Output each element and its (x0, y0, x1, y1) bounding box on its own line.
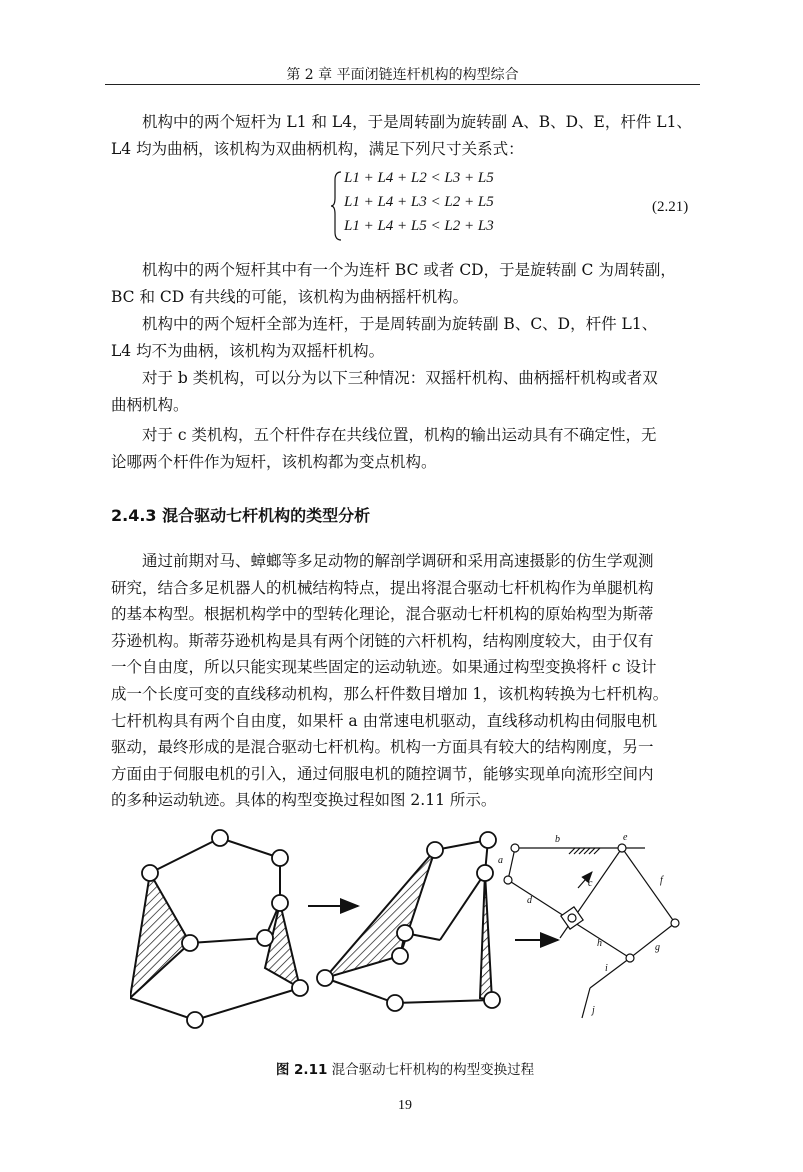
label-h: h (597, 938, 602, 949)
paragraph-3 (111, 311, 699, 364)
running-header: 第 2 章 平面闭链连杆机构的构型综合 (286, 67, 519, 83)
figure-caption-text: 混合驱动七杆机构的构型变换过程 (331, 1062, 535, 1078)
paragraph-line: 对于 c 类机构，五个杆件存在共线位置，机构的输出运动具有不确定性，无 (142, 426, 657, 444)
equation-row: L1 + L4 + L2 < L3 + L5 (344, 170, 494, 186)
paragraph-line: 驱动，最终形成的是混合驱动七杆机构。机构一方面具有较大的结构刚度，另一 (111, 738, 654, 757)
paragraph-line: 七杆机构具有两个自由度，如果杆 a 由常速电机驱动，直线移动机构由伺服电机 (111, 711, 658, 730)
paragraph-line: 方面由于伺服电机的引入，通过伺服电机的随控调节，能够实现单向流形空间内 (111, 764, 654, 783)
ternary-link-left (130, 873, 190, 998)
equation-brace (330, 170, 342, 242)
slender-link-right (480, 873, 492, 1000)
paragraph-line: 机构中的两个短杆全部为连杆，于是周转副为旋转副 B、C、D，杆件 L1、 (142, 315, 658, 333)
label-f: f (660, 875, 663, 886)
page-number: 19 (398, 1098, 412, 1113)
stephenson-linkage-diagram (130, 830, 308, 1028)
paragraph-line: 对于 b 类机构，可以分为以下三种情况：双摇杆机构、曲柄摇杆机构或者双 (142, 369, 658, 387)
paragraph-line: 的多种运动轨迹。具体的构型变换过程如图 2.11 所示。 (111, 791, 497, 810)
label-j: j (592, 1005, 595, 1016)
paragraph-line: 芬逊机构。斯蒂芬逊机构是具有两个闭链的六杆机构，结构刚度较大，由于仅有 (111, 631, 654, 650)
paragraph-line: 机构中的两个短杆其中有一个为连杆 BC 或者 CD，于是旋转副 C 为周转副， (142, 261, 676, 279)
label-d: d (527, 895, 532, 906)
paragraph-line: 的基本构型。根据机构学中的型转化理论，混合驱动七杆机构的原始构型为斯蒂 (111, 605, 654, 624)
equation-number: (2.21) (652, 199, 689, 215)
label-a: a (498, 855, 503, 866)
paragraph-line: L4 均为曲柄，该机构为双曲柄机构，满足下列尺寸关系式： (111, 139, 524, 158)
paragraph-6 (111, 548, 699, 814)
paragraph-4 (111, 365, 699, 418)
paragraph-line: L4 均不为曲柄，该机构为双摇杆机构。 (111, 341, 385, 360)
paragraph-1 (111, 109, 699, 162)
ternary-link-right (265, 903, 300, 988)
paragraph-line: 机构中的两个短杆为 L1 和 L4，于是周转副为旋转副 A、B、D、E，杆件 L1、 (142, 113, 692, 131)
paragraph-line: 曲柄机构。 (111, 395, 189, 414)
ground-hatching (569, 848, 600, 854)
figure-caption (111, 1058, 699, 1078)
slender-link-left (325, 850, 435, 978)
paragraph-line: 通过前期对马、蟑螂等多足动物的解剖学调研和采用高速摄影的仿生学观测 (142, 552, 654, 570)
section-heading: 2.4.3 混合驱动七杆机构的类型分析 (111, 506, 371, 525)
equation-system (330, 170, 530, 242)
header-rule (105, 84, 700, 85)
label-c: c (588, 878, 593, 889)
equation-row: L1 + L4 + L5 < L2 + L3 (344, 218, 494, 234)
paragraph-line: 论哪两个杆件作为短杆，该机构都为变点机构。 (111, 452, 437, 471)
paragraph-line: 一个自由度，所以只能实现某些固定的运动轨迹。如果通过构型变换将杆 c 设计 (111, 658, 657, 677)
figure-2-11 (130, 828, 700, 1048)
paragraph-5 (111, 422, 699, 475)
label-b: b (555, 834, 560, 845)
paragraph-2 (111, 257, 699, 310)
transformed-linkage-diagram (317, 832, 500, 1011)
equation-row: L1 + L4 + L3 < L2 + L5 (344, 194, 494, 210)
paragraph-line: 成一个长度可变的直线移动机构，那么杆件数目增加 1，该机构转换为七杆机构。 (111, 684, 669, 703)
label-e: e (623, 832, 628, 843)
label-i: i (605, 963, 608, 974)
label-g: g (655, 942, 660, 953)
paragraph-line: 研究，结合多足机器人的机械结构特点，提出将混合驱动七杆机构作为单腿机构 (111, 578, 654, 597)
paragraph-line: BC 和 CD 有共线的可能，该机构为曲柄摇杆机构。 (111, 287, 469, 306)
seven-bar-mechanism-diagram (504, 844, 679, 1018)
figure-number: 图 2.11 (275, 1062, 328, 1078)
